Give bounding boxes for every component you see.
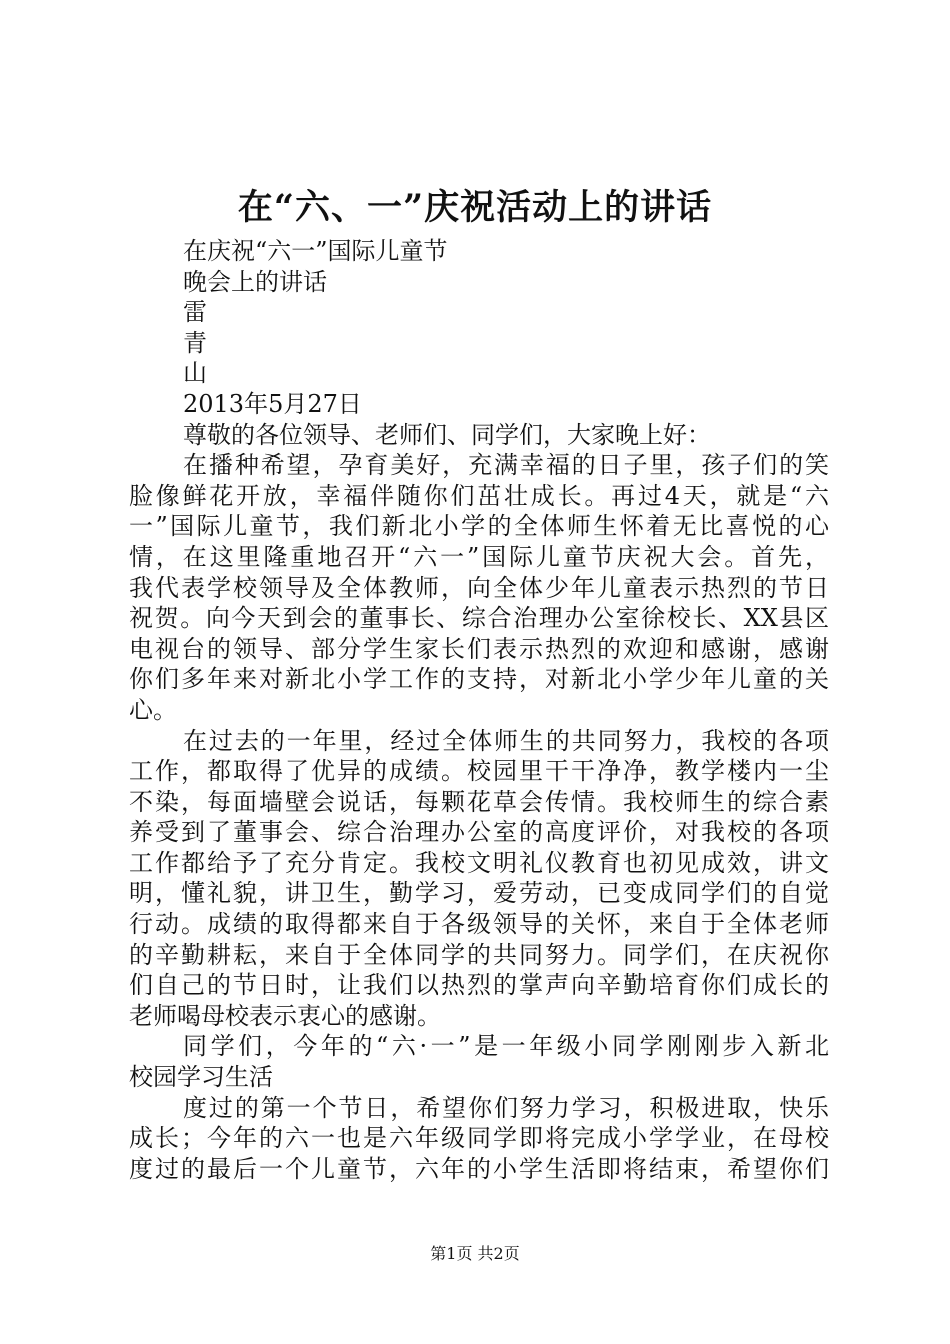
document-title: 在“六、一”庆祝活动上的讲话: [237, 187, 713, 228]
page-footer: 第1页 共2页: [430, 1244, 520, 1263]
paragraph-line: 成长；今年的六一也是六年级同学即将完成小学学业，在母校: [129, 1124, 829, 1153]
paragraph-line: 养受到了董事会、综合治理办公室的高度评价，对我校的各项: [129, 818, 829, 847]
paragraph-line: 我代表学校领导及全体教师，向全体少年儿童表示热烈的节日: [129, 573, 829, 602]
paragraph-3: [129, 1031, 829, 1092]
speech-date: 2013年5月27日: [183, 389, 362, 418]
paragraph-line: 在过去的一年里，经过全体师生的共同努力，我校的各项: [183, 726, 829, 755]
paragraph-line: 心。: [129, 695, 177, 724]
paragraph-line: 度过的第一个节日，希望你们努力学习，积极进取，快乐: [183, 1093, 829, 1122]
document-body: [129, 236, 829, 1184]
paragraph-2: [129, 726, 829, 1032]
paragraph-line: 在播种希望，孕育美好，充满幸福的日子里，孩子们的笑: [183, 451, 829, 480]
paragraph-line: 工作，都取得了优异的成绩。校园里干干净净，教学楼内一尘: [129, 757, 829, 786]
paragraph-line: 不染，每面墙壁会说话，每颗花草会传情。我校师生的综合素: [129, 787, 829, 816]
speech-heading-line: 晚会上的讲话: [183, 267, 327, 296]
paragraph-line: 情，在这里隆重地召开“六一”国际儿童节庆祝大会。首先，: [129, 542, 829, 571]
speech-heading-line: 在庆祝“六一”国际儿童节: [183, 237, 448, 265]
speech-heading-block: [129, 236, 829, 420]
paragraph-line: 电视台的领导、部分学生家长们表示热烈的欢迎和感谢，感谢: [129, 634, 829, 663]
paragraph-line: 的辛勤耕耘，来自于全体同学的共同努力。同学们，在庆祝你: [129, 940, 829, 969]
paragraph-1: [129, 450, 829, 725]
speaker-name-char: 青: [183, 328, 207, 357]
paragraph-line: 脸像鲜花开放，幸福伴随你们茁壮成长。再过4天，就是“六: [129, 481, 829, 510]
paragraph-4: [129, 1093, 829, 1185]
salutation: 尊敬的各位领导、老师们、同学们，大家晚上好：: [183, 420, 711, 449]
paragraph-line: 们自己的节日时，让我们以热烈的掌声向辛勤培育你们成长的: [129, 971, 829, 1000]
paragraph-line: 祝贺。向今天到会的董事长、综合治理办公室徐校长、XX县区: [129, 604, 829, 633]
speaker-name-char: 雷: [183, 298, 207, 327]
paragraph-line: 校园学习生活: [129, 1063, 273, 1092]
paragraph-line: 工作都给予了充分肯定。我校文明礼仪教育也初见成效，讲文: [129, 848, 829, 877]
speaker-name-char: 山: [183, 359, 207, 388]
paragraph-line: 度过的最后一个儿童节，六年的小学生活即将结束，希望你们: [129, 1154, 829, 1183]
paragraph-line: 一”国际儿童节，我们新北小学的全体师生怀着无比喜悦的心: [129, 512, 829, 541]
paragraph-line: 你们多年来对新北小学工作的支持，对新北小学少年儿童的关: [129, 665, 829, 694]
paragraph-line: 老师喝母校表示衷心的感谢。: [129, 1001, 441, 1030]
paragraph-line: 行动。成绩的取得都来自于各级领导的关怀，来自于全体老师: [129, 910, 829, 939]
paragraph-line: 同学们，今年的“六·一”是一年级小同学刚刚步入新北: [183, 1032, 829, 1061]
paragraph-line: 明，懂礼貌，讲卫生，勤学习，爱劳动，已变成同学们的自觉: [129, 879, 829, 908]
